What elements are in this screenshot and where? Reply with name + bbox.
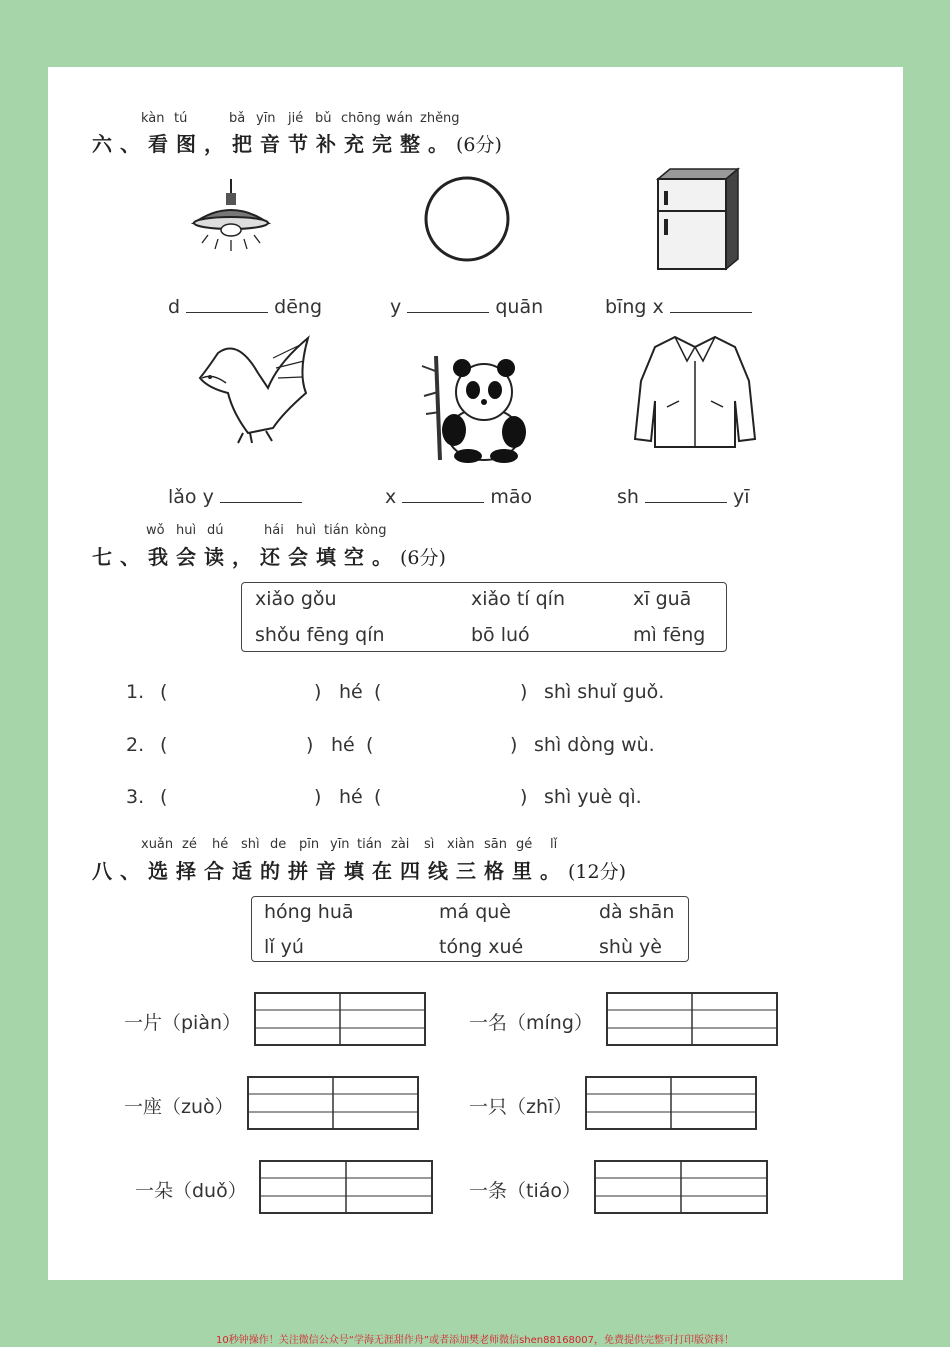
title-pinyin: yīn <box>256 111 276 126</box>
four-line-grid[interactable] <box>585 1076 757 1130</box>
paren: ) <box>314 786 322 808</box>
question-number: 1. <box>126 681 145 703</box>
section-title: 七、我会读，还会填空。(6分) <box>92 545 446 569</box>
title-pinyin: dú <box>207 523 224 538</box>
paren: ( <box>366 734 374 756</box>
panda-image <box>418 352 530 464</box>
answer-blank[interactable] <box>407 292 489 313</box>
circle-image <box>421 175 513 265</box>
word-option: xī guā <box>633 588 692 610</box>
paren: ( <box>160 734 168 756</box>
paren: ) <box>510 734 518 756</box>
title-pinyin: gé <box>516 837 533 852</box>
four-line-grid[interactable] <box>254 992 426 1046</box>
word-option: hóng huā <box>264 901 354 923</box>
jacket-image <box>631 331 759 451</box>
title-pinyin: de <box>270 837 287 852</box>
word-bank <box>241 582 727 652</box>
lamp-image <box>186 177 276 257</box>
question-number: 3. <box>126 786 145 808</box>
measure-word-label: 一座（zuò） <box>124 1096 234 1118</box>
title-pinyin: zhěng <box>420 111 460 126</box>
word-option: má què <box>439 901 511 923</box>
section-title: 八、选择合适的拼音填在四线三格里。(12分) <box>92 859 627 883</box>
title-pinyin: wǒ <box>146 523 165 538</box>
title-pinyin: chōng <box>341 111 381 126</box>
title-pinyin: lǐ <box>550 837 558 852</box>
title-pinyin: kòng <box>355 523 387 538</box>
measure-word-label: 一只（zhī） <box>469 1096 573 1118</box>
title-pinyin: xuǎn <box>141 837 174 852</box>
title-pinyin: hé <box>212 837 229 852</box>
worksheet-page <box>48 67 903 1280</box>
title-pinyin: tián <box>324 523 349 538</box>
paren: ( <box>160 786 168 808</box>
title-pinyin: sì <box>424 837 435 852</box>
paren: ) <box>314 681 322 703</box>
fill-item: sh yī <box>617 482 750 508</box>
fill-item: lǎo y <box>168 482 302 508</box>
sentence-ending: shì yuè qì. <box>544 786 642 808</box>
measure-word-label: 一条（tiáo） <box>469 1180 581 1202</box>
answer-blank[interactable] <box>220 482 302 503</box>
measure-word-label: 一片（piàn） <box>124 1012 242 1034</box>
four-line-grid[interactable] <box>247 1076 419 1130</box>
four-line-grid[interactable] <box>259 1160 433 1214</box>
word-option: tóng xué <box>439 936 524 958</box>
paren: ( <box>160 681 168 703</box>
paren: ) <box>306 734 314 756</box>
answer-blank[interactable] <box>670 292 752 313</box>
section-title: 六、看图，把音节补充完整。(6分) <box>92 132 502 156</box>
sentence-ending: shì dòng wù. <box>534 734 655 756</box>
word-option: lǐ yú <box>264 936 304 958</box>
title-pinyin: kàn <box>141 111 165 126</box>
fill-item: y quān <box>390 292 543 318</box>
title-pinyin: shì <box>241 837 260 852</box>
word-bank <box>251 896 689 962</box>
eagle-image <box>188 333 318 445</box>
word-option: mì fēng <box>633 624 706 646</box>
measure-word-label: 一名（míng） <box>469 1012 593 1034</box>
measure-word-label: 一朵（duǒ） <box>135 1180 247 1202</box>
title-pinyin: wán <box>386 111 413 126</box>
word-option: xiǎo tí qín <box>471 588 565 610</box>
word-option: xiǎo gǒu <box>255 588 337 610</box>
question-number: 2. <box>126 734 145 756</box>
four-line-grid[interactable] <box>594 1160 768 1214</box>
title-pinyin: huì <box>296 523 317 538</box>
footer-notice: 10秒钟操作！关注微信公众号“学海无涯甜作舟”或者添加樊老师微信shen88168007，免费提供完整可打印版资料！ <box>215 1335 735 1346</box>
title-pinyin: jié <box>288 111 304 126</box>
word-option: bō luó <box>471 624 530 646</box>
paren: ) <box>520 786 528 808</box>
answer-blank[interactable] <box>186 292 268 313</box>
connector-text: hé <box>339 681 363 703</box>
fill-item: d dēng <box>168 292 322 318</box>
paren: ) <box>520 681 528 703</box>
title-pinyin: xiàn <box>447 837 475 852</box>
word-option: shù yè <box>599 936 662 958</box>
word-option: dà shān <box>599 901 675 923</box>
title-pinyin: tú <box>174 111 188 126</box>
title-pinyin: pīn <box>299 837 320 852</box>
connector-text: hé <box>331 734 355 756</box>
four-line-grid[interactable] <box>606 992 778 1046</box>
fridge-image <box>654 167 742 271</box>
connector-text: hé <box>339 786 363 808</box>
title-pinyin: hái <box>264 523 284 538</box>
fill-item: bīng x <box>605 292 752 318</box>
title-pinyin: yīn <box>330 837 350 852</box>
title-pinyin: tián <box>357 837 382 852</box>
answer-blank[interactable] <box>402 482 484 503</box>
title-pinyin: zài <box>391 837 410 852</box>
title-pinyin: bǎ <box>229 111 246 126</box>
title-pinyin: zé <box>182 837 197 852</box>
answer-blank[interactable] <box>645 482 727 503</box>
sentence-ending: shì shuǐ guǒ. <box>544 681 665 703</box>
paren: ( <box>374 681 382 703</box>
fill-item: x māo <box>385 482 532 508</box>
title-pinyin: huì <box>176 523 197 538</box>
title-pinyin: bǔ <box>315 111 332 126</box>
paren: ( <box>374 786 382 808</box>
title-pinyin: sān <box>484 837 507 852</box>
word-option: shǒu fēng qín <box>255 624 385 646</box>
